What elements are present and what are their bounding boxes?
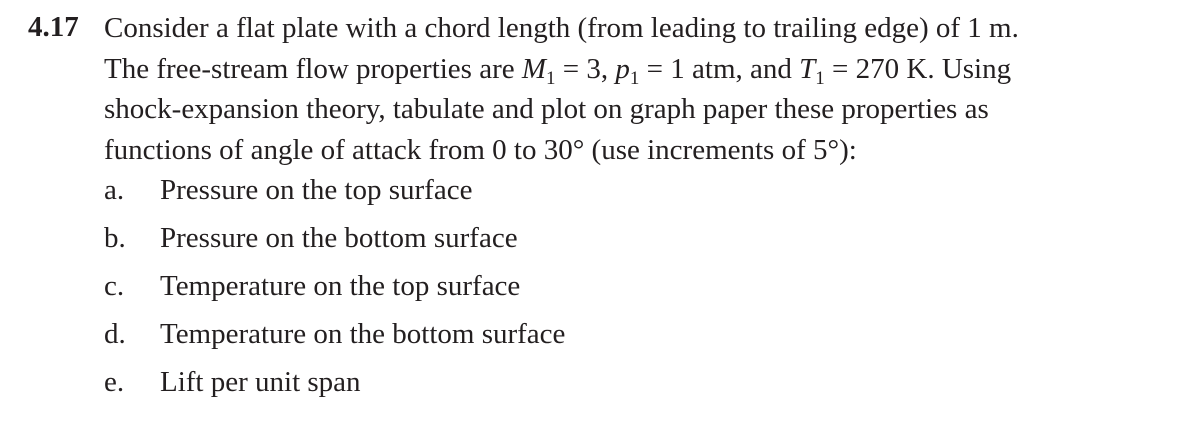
stem-line-1: Consider a flat plate with a chord length (from leading to trailing edge) of 1 m. bbox=[104, 12, 1019, 44]
pressure-symbol: p bbox=[615, 52, 630, 85]
problem-number: 4.17 bbox=[28, 11, 79, 43]
item-label: d. bbox=[104, 318, 126, 350]
item-text: Pressure on the top surface bbox=[160, 174, 473, 206]
pressure-value: = 1 atm, and bbox=[639, 52, 800, 85]
item-text: Temperature on the bottom surface bbox=[160, 318, 566, 350]
stem-line-3: shock-expansion theory, tabulate and plot on graph paper these properties as bbox=[104, 93, 989, 126]
temperature-subscript: 1 bbox=[815, 67, 825, 89]
item-label: a. bbox=[104, 174, 125, 206]
mach-subscript: 1 bbox=[546, 67, 556, 89]
pressure-subscript: 1 bbox=[629, 67, 640, 89]
stem-line-2-lead: The free-stream flow properties are bbox=[104, 52, 522, 85]
stem-line-2 bbox=[104, 49, 1194, 90]
mach-symbol: M bbox=[521, 52, 547, 85]
mach-value: = 3, bbox=[555, 52, 616, 85]
temperature-value: = 270 K. Using bbox=[824, 52, 1012, 85]
item-text: Pressure on the bottom surface bbox=[160, 222, 518, 254]
temperature-symbol: T bbox=[799, 52, 816, 85]
item-text: Lift per unit span bbox=[160, 366, 361, 398]
stem-line-4: functions of angle of attack from 0 to 30° (use increments of 5°): bbox=[104, 133, 857, 166]
problem-stem bbox=[104, 8, 1194, 170]
item-label: b. bbox=[104, 222, 126, 254]
item-label: c. bbox=[104, 270, 125, 302]
item-text: Temperature on the top surface bbox=[160, 270, 521, 302]
item-label: e. bbox=[104, 366, 125, 398]
